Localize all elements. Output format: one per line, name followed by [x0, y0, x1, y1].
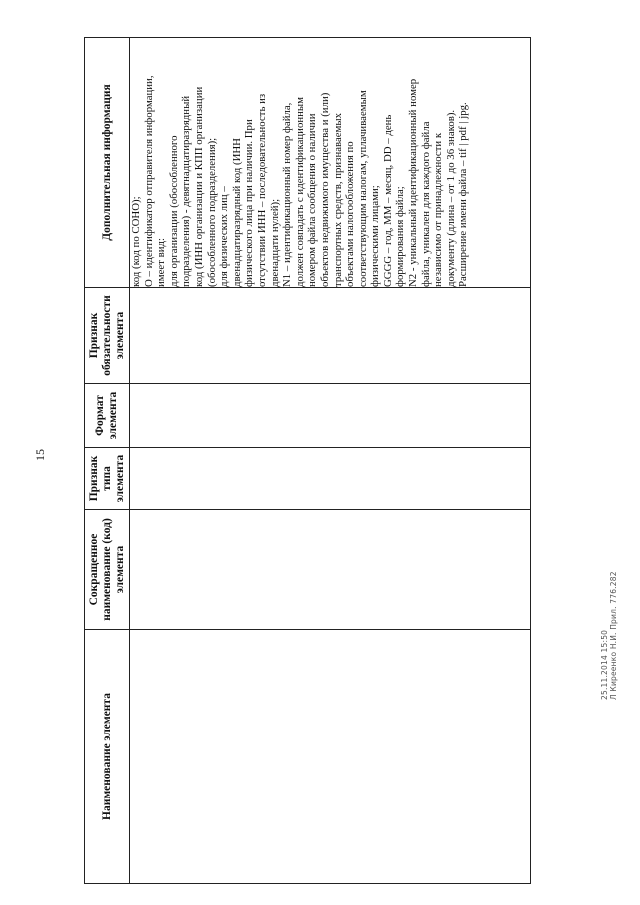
info-line: двенадцати нулей); [268, 198, 281, 287]
cell-element-required [130, 288, 531, 384]
info-line: (обособленного подразделения); [205, 137, 218, 287]
element-spec-table [84, 37, 531, 884]
info-line: GGGG – год, MM – месяц, DD – день [381, 114, 394, 287]
info-line: независимо от принадлежности к [432, 132, 445, 287]
info-line: отсутствии ИНН – последовательность из [255, 93, 268, 287]
info-line: объектами налогообложения по [344, 141, 357, 287]
info-line: двенадцатиразрядный код (ИНН [230, 138, 243, 287]
header-element-required: Признак обязательности элемента [85, 288, 130, 384]
info-line: документу (длина – от 1 до 36 знаков). [444, 109, 457, 287]
scan-annotation [600, 520, 624, 700]
info-line: Расширение имени файла – tif | pdf | jpg. [457, 102, 470, 287]
header-additional-info: Дополнительная информация [85, 38, 130, 288]
info-line: N1 – идентификационный номер файла, [281, 102, 294, 287]
rotated-table-container [84, 38, 531, 884]
info-line: для организации (обособленного [167, 135, 180, 287]
info-line: должен совпадать с идентификационным [293, 96, 306, 287]
info-line: код (код по СОНО); [130, 196, 142, 287]
info-line: номером файла сообщения о наличии [306, 113, 319, 287]
header-element-format: Формат элемента [85, 384, 130, 448]
cell-element-format [130, 384, 531, 448]
cell-element-code [130, 510, 531, 630]
info-line: файла, уникален для каждого файла [419, 121, 432, 287]
info-line: объектов недвижимого имущества и (или) [318, 92, 331, 287]
info-line: O – идентификатор отправителя информации, [142, 75, 155, 287]
info-line: физического лица при наличии. При [243, 119, 256, 287]
header-element-type: Признак типа элемента [85, 448, 130, 510]
cell-element-type [130, 448, 531, 510]
scan-annotation-line: 25.11.2014 15:50 [600, 629, 609, 700]
info-line: физическими лицами; [369, 185, 382, 287]
info-line: подразделения) - девятнадцатиразрядный [180, 95, 193, 287]
info-line: для физических лиц – [218, 186, 231, 287]
cell-additional-info [130, 38, 531, 288]
cell-element-name [130, 630, 531, 884]
scan-annotation-line: Л Киреенко Н.И. Прил. 776.282 [609, 571, 618, 700]
table-row [130, 38, 531, 884]
table-header-row [85, 38, 130, 884]
info-line: соответствующим налогам, уплачиваемым [356, 90, 369, 287]
info-line: формирования файла; [394, 186, 407, 287]
header-element-name: Наименование элемента [85, 630, 130, 884]
info-line: код (ИНН организации и КПП организации [192, 86, 205, 287]
info-line: имеет вид: [155, 238, 168, 287]
info-line: транспортных средств, признаваемых [331, 112, 344, 287]
header-element-code: Сокращенное наименование (код) элемента [85, 510, 130, 630]
page-number: 15 [33, 449, 47, 461]
info-line: N2 - уникальный идентификационный номер [407, 78, 420, 287]
